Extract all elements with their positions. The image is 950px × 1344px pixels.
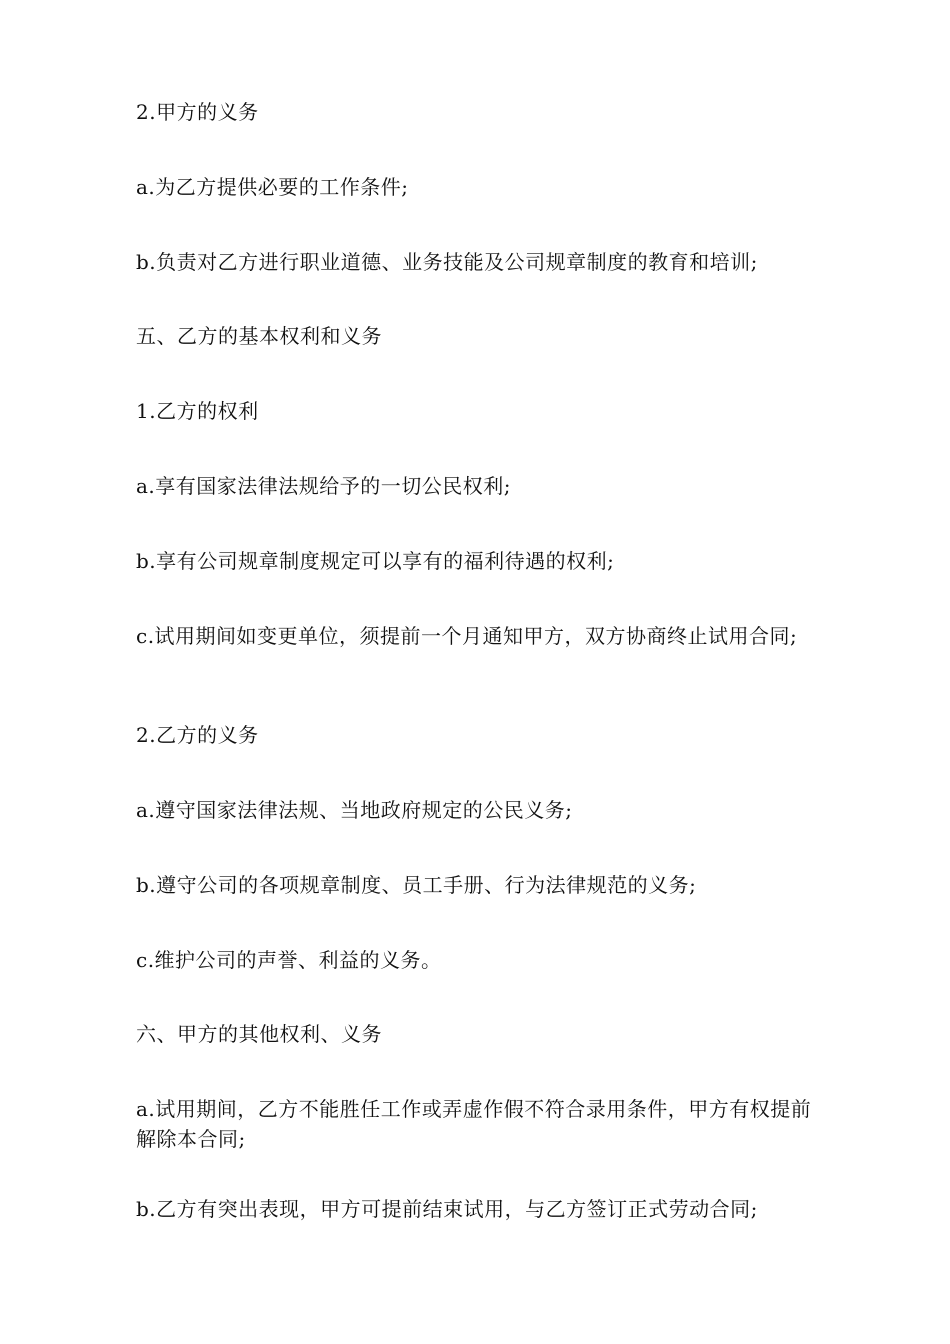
paragraph-item: b.享有公司规章制度规定可以享有的福利待遇的权利; [136, 549, 615, 573]
paragraph-item: c.试用期间如变更单位，须提前一个月通知甲方，双方协商终止试用合同; [136, 624, 798, 648]
paragraph-item: a.试用期间，乙方不能胜任工作或弄虚作假不符合录用条件，甲方有权提前解除本合同; [136, 1097, 812, 1151]
paragraph-item: b.遵守公司的各项规章制度、员工手册、行为法律规范的义务; [136, 873, 697, 897]
paragraph-item: a.为乙方提供必要的工作条件; [136, 175, 409, 199]
paragraph-item: b.负责对乙方进行职业道德、业务技能及公司规章制度的教育和培训; [136, 250, 758, 274]
paragraph-item: b.乙方有突出表现，甲方可提前结束试用，与乙方签订正式劳动合同; [136, 1197, 758, 1221]
section-heading-five: 五、乙方的基本权利和义务 [136, 324, 382, 348]
paragraph-obligations-party-b-heading: 2.乙方的义务 [136, 723, 259, 747]
section-heading-six: 六、甲方的其他权利、义务 [136, 1022, 382, 1046]
paragraph-obligations-party-a-heading: 2.甲方的义务 [136, 100, 259, 124]
paragraph-item: c.维护公司的声誉、利益的义务。 [136, 948, 442, 972]
paragraph-item: a.遵守国家法律法规、当地政府规定的公民义务; [136, 798, 573, 822]
paragraph-rights-party-b-heading: 1.乙方的权利 [136, 399, 259, 423]
paragraph-item: a.享有国家法律法规给予的一切公民权利; [136, 474, 512, 498]
